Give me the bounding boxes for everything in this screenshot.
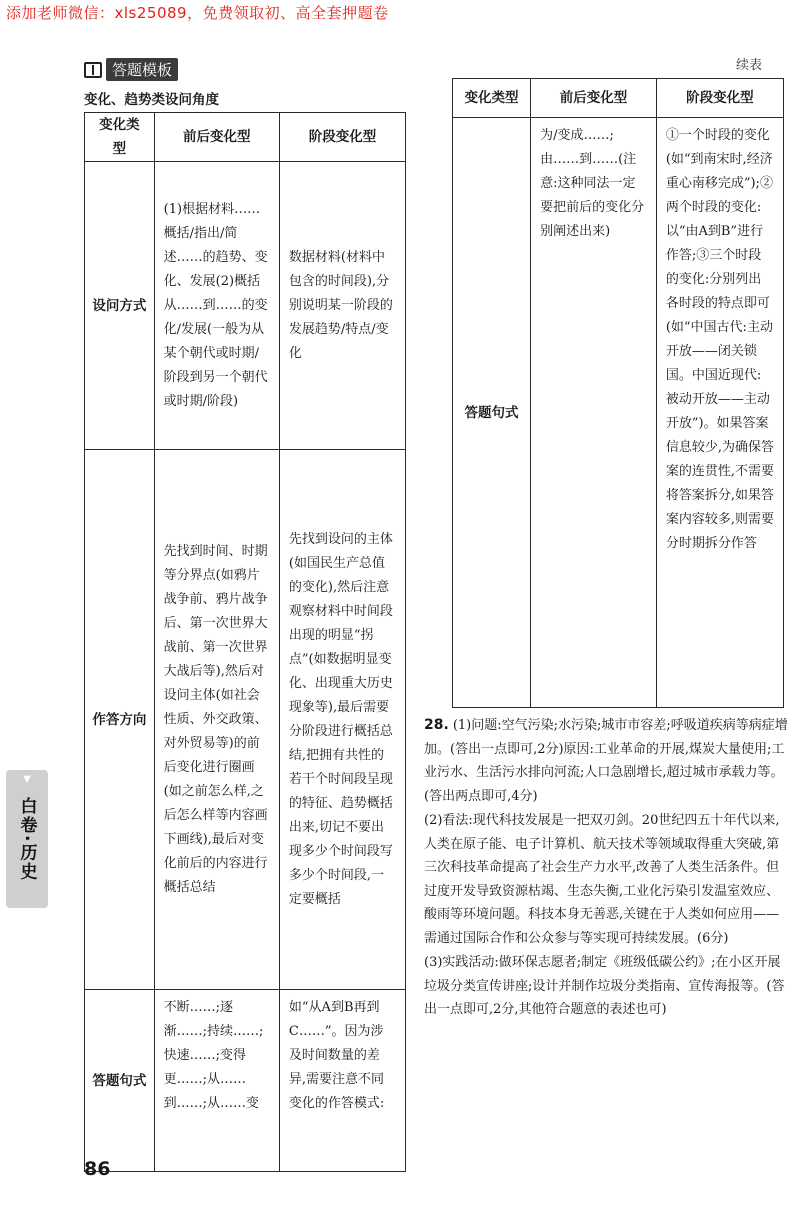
row-label-ask-mode: 设问方式 xyxy=(85,162,155,450)
continued-label: 续表 xyxy=(736,58,763,73)
cell-answer-pattern-stage: 如“从A到B再到C……”。因为涉及时间数量的差异,需要注意不同变化的作答模式: xyxy=(279,990,405,1172)
header-stage: 阶段变化型 xyxy=(279,113,405,162)
continued-header-stage: 阶段变化型 xyxy=(656,79,783,118)
table-row-answer-direction xyxy=(85,450,406,990)
triangle-down-icon: ▼ xyxy=(23,774,31,785)
cell-ask-mode-before-after: (1)根据材料……概括/指出/简述……的趋势、变化、发展(2)概括从……到……的变化/发展(一般为从某个朝代或时期/阶段到另一个朝代或时期/阶段) xyxy=(154,162,279,450)
book-icon xyxy=(84,62,102,78)
answer-block-28 xyxy=(424,714,790,1023)
cell-answer-pattern-before-after: 不断……;逐渐……;持续……;快速……;变得更……;从……到……;从……变 xyxy=(154,990,279,1172)
section-subtitle: 变化、趋势类设问角度 xyxy=(84,92,219,108)
watermark-text: 添加老师微信：xls25089，免费领取初、高全套押题卷 xyxy=(6,4,389,22)
table-row-ask-mode xyxy=(85,162,406,450)
continued-cell-before-after: 为/变成……;由……到……(注意:这种同法一定要把前后的变化分别阐述出来) xyxy=(531,118,657,708)
header-before-after: 前后变化型 xyxy=(154,113,279,162)
continued-header-before-after: 前后变化型 xyxy=(531,79,657,118)
continued-header-row xyxy=(453,79,784,118)
continued-header-change-type: 变化类型 xyxy=(453,79,531,118)
continued-table xyxy=(452,78,784,708)
row-label-answer-pattern: 答题句式 xyxy=(85,990,155,1172)
header-change-type: 变化类型 xyxy=(85,113,155,162)
template-header xyxy=(84,58,178,81)
answer-part-2: (2)看法:现代科技发展是一把双刃剑。20世纪四五十年代以来,人类在原子能、电子计算机、航天技术等领域取得重大突破,第三次科技革命提高了社会生产力水平,改善了人类生活条件。但过度开发导致资源枯竭、生态失衡,工业化污染引发温室效应、酸雨等环境问题。科技本身无善恶,关键在于人类如何应用——需通过国际合作和公众参与等实现可持续发展。(6分) xyxy=(424,813,780,946)
continued-cell-stage: ①一个时段的变化(如“到南宋时,经济重心南移完成”);②两个时段的变化:以“由A到B”进行作答;③三个时段的变化:分别列出各时段的特点即可(如“中国古代:主动开放——闭关锁国。中国近现代:被动开放——主动开放”)。如果答案信息较少,为确保答案的连贯性,不需要将答案拆分,如果答案内容较多,则需要分时期拆分作答 xyxy=(656,118,783,708)
side-tab xyxy=(6,770,48,908)
continued-row-answer-pattern xyxy=(453,118,784,708)
page-number: 86 xyxy=(84,1158,111,1180)
table-header-row xyxy=(85,113,406,162)
answer-part-3: (3)实践活动:做环保志愿者;制定《班级低碳公约》;在小区开展垃圾分类宣传讲座;设计并制作垃圾分类指南、宣传海报等。(答出一点即可,2分,其他符合题意的表述也可) xyxy=(424,955,785,1017)
table-row-answer-pattern xyxy=(85,990,406,1172)
template-label: 答题模板 xyxy=(106,58,178,81)
cell-answer-direction-before-after: 先找到时间、时期等分界点(如鸦片战争前、鸦片战争后、第一次世界大战前、第一次世界大战后等),然后对设问主体(如社会性质、外交政策、对外贸易等)的前后变化进行圈画(如之前怎么样,之后怎么样等内容画下画线),最后对变化前后的内容进行概括总结 xyxy=(154,450,279,990)
template-table xyxy=(84,112,406,1172)
side-tab-label: 白卷·历史 xyxy=(16,796,37,882)
question-number: 28. xyxy=(424,717,449,733)
answer-part-1-text: (1)问题:空气污染;水污染;城市市容差;呼吸道疾病等病症增加。(答出一点即可,2分)原因:工业革命的开展,煤炭大量使用;工业污水、生活污水排向河流;人口急剧增长,超过城市承载力等。(答出两点即可,4分) xyxy=(424,718,788,804)
cell-answer-direction-stage: 先找到设问的主体(如国民生产总值的变化),然后注意观察材料中时间段出现的明显“拐点”(如数据明显变化、出现重大历史现象等),最后需要分阶段进行概括总结,把拥有共性的若干个时间段呈现的特征、趋势概括出来,切记不要出现多少个时间段写多少个时间段,一定要概括 xyxy=(279,450,405,990)
row-label-answer-direction: 作答方向 xyxy=(85,450,155,990)
continued-row-label: 答题句式 xyxy=(453,118,531,708)
cell-ask-mode-stage: 数据材料(材料中包含的时间段),分别说明某一阶段的发展趋势/特点/变化 xyxy=(279,162,405,450)
answer-part-1 xyxy=(424,714,790,808)
